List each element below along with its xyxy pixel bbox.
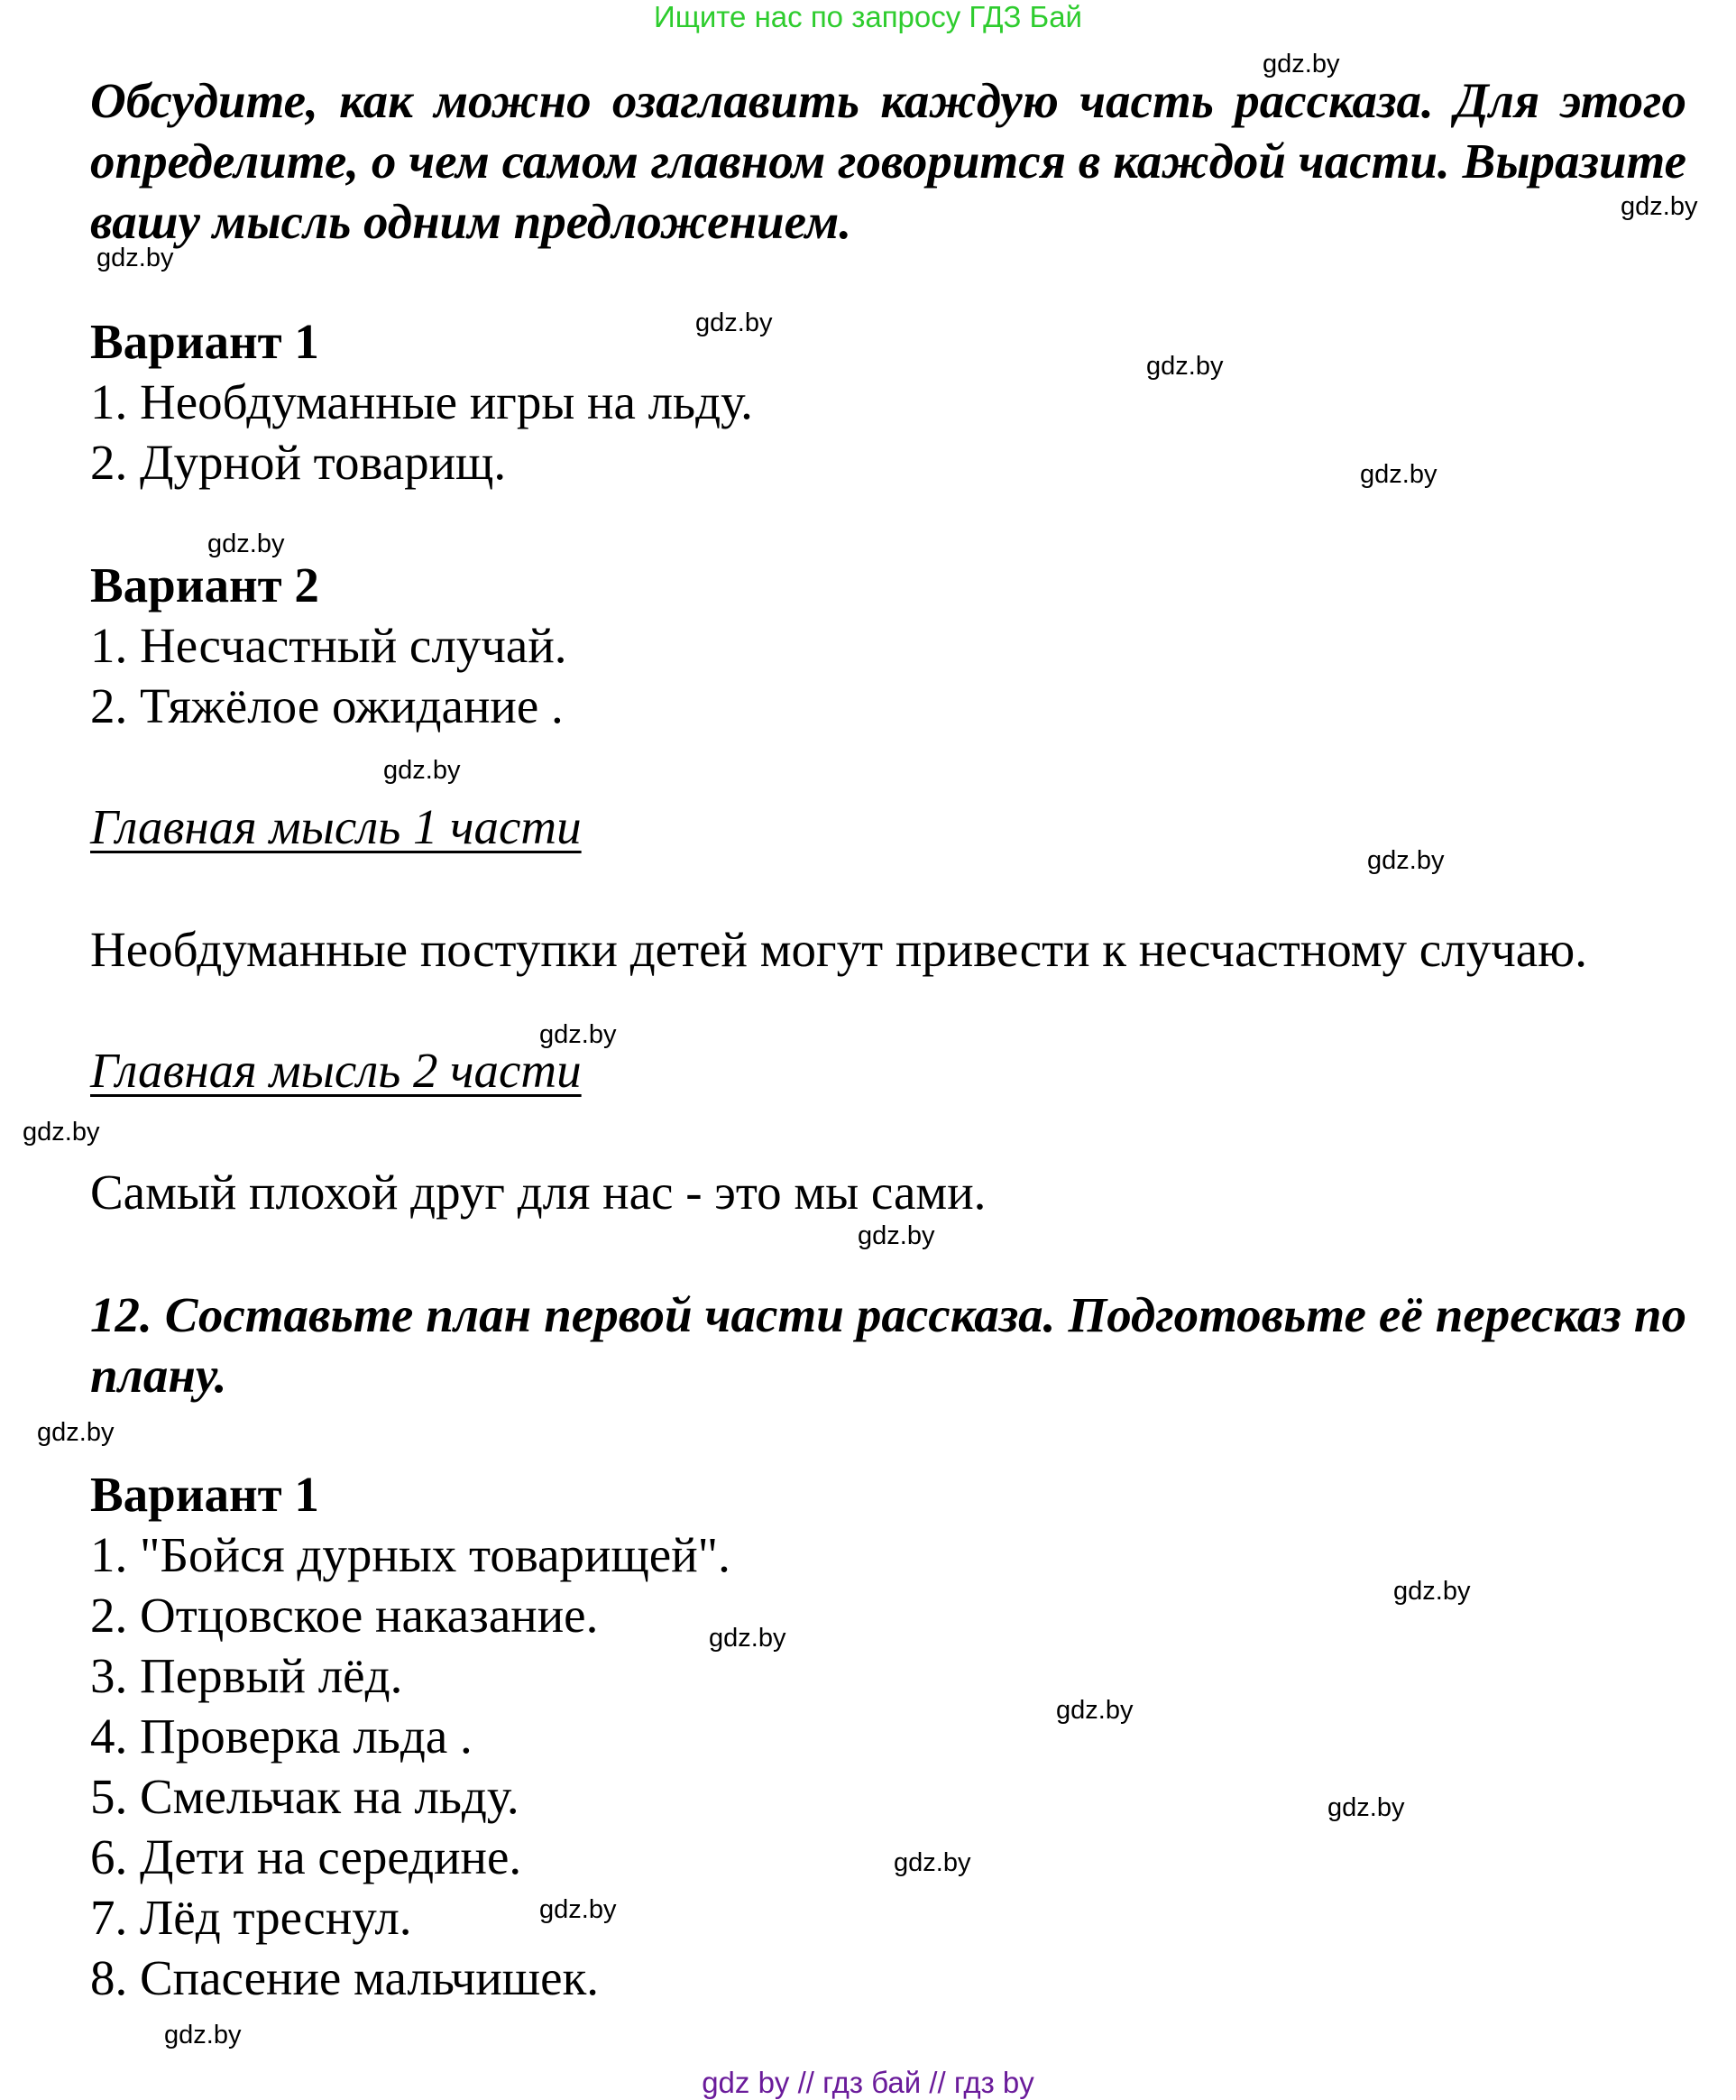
main-thought-1-text: Необдуманные поступки детей могут привести к несчастному случаю.	[90, 922, 1588, 977]
watermark: gdz.by	[1360, 460, 1437, 489]
footer-links: gdz by // гдз бай // гдз by	[702, 2066, 1034, 2099]
watermark: gdz.by	[539, 1895, 617, 1924]
watermark: gdz.by	[709, 1624, 786, 1653]
plan-item: 1. "Бойся дурных товарищей".	[90, 1527, 730, 1582]
watermark: gdz.by	[539, 1020, 617, 1049]
watermark: gdz.by	[1327, 1793, 1405, 1822]
task-11-variant-2-item: 2. Тяжёлое ожидание .	[90, 678, 564, 733]
watermark: gdz.by	[1056, 1696, 1134, 1725]
watermark: gdz.by	[207, 530, 285, 558]
watermark: gdz.by	[894, 1848, 971, 1877]
plan-item: 4. Проверка льда .	[90, 1709, 473, 1764]
watermark: gdz.by	[1367, 846, 1445, 875]
watermark: gdz.by	[164, 2021, 242, 2049]
main-thought-2-text: Самый плохой друг для нас - это мы сами.	[90, 1165, 987, 1220]
task-11-variant-1-item: 2. Дурной товарищ.	[90, 435, 507, 490]
main-thought-1-title: Главная мысль 1 части	[90, 799, 582, 854]
task-11-variant-2-item: 1. Несчастный случай.	[90, 618, 567, 673]
watermark: gdz.by	[23, 1118, 100, 1147]
task-11-variant-2-title: Вариант 2	[90, 557, 319, 612]
task-12-variant-1-title: Вариант 1	[90, 1467, 319, 1522]
watermark: gdz.by	[1621, 192, 1698, 221]
watermark: gdz.by	[383, 756, 461, 785]
plan-item: 7. Лёд треснул.	[90, 1890, 412, 1945]
watermark: gdz.by	[1393, 1577, 1471, 1606]
watermark: gdz.by	[1146, 352, 1224, 381]
plan-item: 3. Первый лёд.	[90, 1648, 403, 1703]
watermark: gdz.by	[695, 309, 773, 337]
watermark: gdz.by	[37, 1418, 115, 1447]
task-11-variant-1-item: 1. Необдуманные игры на льду.	[90, 374, 753, 429]
plan-item: 8. Спасение мальчишек.	[90, 1950, 600, 2005]
plan-item: 2. Отцовское наказание.	[90, 1588, 599, 1643]
search-banner: Ищите нас по запросу ГДЗ Бай	[654, 0, 1082, 33]
main-thought-2-title: Главная мысль 2 части	[90, 1043, 582, 1098]
task-12-text: 12. Составьте план первой части рассказа. Подготовьте её пересказ по плану.	[90, 1287, 1686, 1403]
plan-item: 6. Дети на середине.	[90, 1829, 522, 1884]
watermark: gdz.by	[96, 244, 174, 272]
watermark: gdz.by	[1263, 50, 1340, 78]
plan-item: 5. Смельчак на льду.	[90, 1769, 519, 1824]
watermark: gdz.by	[858, 1221, 935, 1250]
task-11-text: Обсудите, как можно озаглавить каждую часть рассказа. Для этого определите, о чем самом главном говорится в каждой части. Выразите вашу мысль одним предложением.	[90, 73, 1686, 249]
task-11-variant-1-title: Вариант 1	[90, 314, 319, 369]
